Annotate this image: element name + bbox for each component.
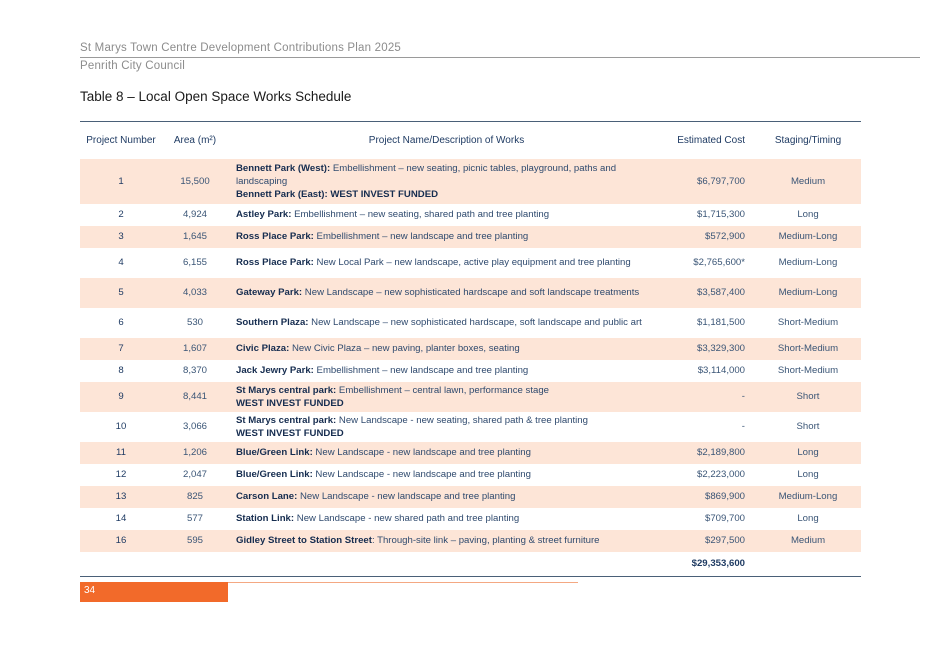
project-description	[228, 226, 665, 248]
estimated-cost: $1,715,300	[696, 209, 745, 220]
estimated-cost: $572,900	[665, 226, 755, 248]
table-row	[80, 464, 861, 486]
project-name: Blue/Green Link:	[236, 447, 313, 458]
project-description	[228, 338, 665, 360]
project-description	[228, 530, 665, 552]
works-description: New Local Park – new landscape, active play equipment and tree planting	[313, 257, 631, 268]
area-value: 1,607	[162, 338, 228, 360]
area-value: 4,924	[182, 209, 207, 220]
funding-note: Bennett Park (East): WEST INVEST FUNDED	[236, 188, 439, 200]
table-header-row	[80, 122, 861, 159]
area-value: 1,645	[162, 226, 228, 248]
staging-timing: Medium-Long	[778, 257, 838, 268]
area-value: 3,066	[182, 421, 207, 432]
table-row	[80, 412, 861, 442]
estimated-cost: $297,500	[665, 530, 755, 552]
staging-timing: Medium	[755, 159, 861, 204]
works-description: Embellishment – new landscape and tree planting	[313, 231, 529, 242]
col-header-area: Area (m²)	[162, 122, 228, 159]
project-description	[228, 412, 665, 442]
estimated-cost: $3,587,400	[665, 278, 755, 308]
table-row	[80, 382, 861, 412]
estimated-cost: $2,765,600*	[693, 257, 745, 268]
staging-timing: Medium	[755, 530, 861, 552]
works-schedule-table	[80, 121, 861, 577]
table-row	[80, 530, 861, 552]
table-row	[80, 442, 861, 464]
project-name: Station Link:	[236, 513, 295, 524]
project-name: Ross Place Park:	[236, 231, 314, 242]
project-description	[228, 204, 665, 226]
staging-timing: Medium-Long	[755, 226, 861, 248]
project-name: Astley Park:	[236, 209, 292, 220]
header-divider	[80, 57, 920, 58]
staging-timing: Short-Medium	[777, 317, 839, 328]
staging-timing: Short-Medium	[777, 365, 839, 376]
staging-timing: Short	[755, 382, 861, 412]
project-number: 13	[80, 486, 162, 508]
project-description	[228, 308, 665, 338]
page-number: 34	[84, 585, 96, 596]
table-title: Table 8 – Local Open Space Works Schedule	[80, 89, 352, 104]
works-description: Embellishment – central lawn, performance stage	[336, 384, 550, 396]
project-description	[228, 248, 665, 278]
project-name: Bennett Park (West):	[236, 162, 331, 174]
table-row	[80, 159, 861, 204]
works-description: Embellishment – new seating, shared path and tree planting	[291, 209, 550, 220]
project-number: 4	[118, 257, 124, 268]
project-number: 3	[80, 226, 162, 248]
works-description: Embellishment – new seating, picnic tables, playground, paths and landscaping	[236, 162, 617, 187]
table-row	[80, 278, 861, 308]
area-value: 15,500	[162, 159, 228, 204]
project-name: Blue/Green Link:	[236, 469, 313, 480]
table-row	[80, 248, 861, 278]
table-row	[80, 486, 861, 508]
table-row	[80, 360, 861, 382]
col-header-cost: Estimated Cost	[665, 122, 755, 159]
project-description	[228, 278, 665, 308]
col-header-description: Project Name/Description of Works	[228, 122, 665, 159]
estimated-cost: $709,700	[704, 513, 745, 524]
area-value: 1,206	[162, 442, 228, 464]
project-number: 9	[80, 382, 162, 412]
document-title: St Marys Town Centre Development Contributions Plan 2025	[80, 42, 402, 54]
table-row	[80, 226, 861, 248]
staging-timing: Long	[797, 209, 819, 220]
project-description	[228, 508, 665, 530]
works-description: Embellishment – new landscape and tree planting	[313, 365, 529, 376]
col-header-project-number: Project Number	[80, 122, 162, 159]
project-number: 6	[118, 317, 124, 328]
project-description	[228, 442, 665, 464]
project-description	[228, 360, 665, 382]
council-name: Penrith City Council	[80, 60, 185, 72]
project-number: 5	[80, 278, 162, 308]
works-description: New Landscape - new landscape and tree planting	[297, 491, 516, 502]
estimated-cost: $1,181,500	[696, 317, 745, 328]
project-name: Ross Place Park:	[236, 257, 314, 268]
estimated-cost: $3,329,300	[665, 338, 755, 360]
funding-note: WEST INVEST FUNDED	[236, 397, 344, 409]
total-row	[80, 552, 861, 577]
staging-timing: Long	[755, 442, 861, 464]
staging-timing: Long	[797, 469, 819, 480]
project-number: 11	[80, 442, 162, 464]
project-name: Civic Plaza:	[236, 343, 290, 354]
project-number: 7	[80, 338, 162, 360]
project-name: Southern Plaza:	[236, 317, 309, 328]
staging-timing: Short	[796, 421, 820, 432]
total-cost: $29,353,600	[665, 552, 755, 577]
staging-timing: Short-Medium	[755, 338, 861, 360]
project-number: 1	[80, 159, 162, 204]
area-value: 8,441	[162, 382, 228, 412]
project-name: St Marys central park:	[236, 384, 337, 396]
project-description	[228, 486, 665, 508]
works-description: New Landscape - new landscape and tree planting	[312, 447, 531, 458]
works-description: New Landscape - new seating, shared path & tree planting	[336, 414, 588, 426]
area-value: 6,155	[182, 257, 207, 268]
project-number: 2	[118, 209, 124, 220]
project-number: 10	[115, 421, 127, 432]
project-number: 16	[80, 530, 162, 552]
footer-divider	[228, 582, 578, 583]
works-description: New Landscape – new sophisticated hardscape and soft landscape treatments	[302, 287, 640, 298]
estimated-cost: $869,900	[665, 486, 755, 508]
estimated-cost: $2,223,000	[696, 469, 745, 480]
project-number: 8	[118, 365, 124, 376]
table-row	[80, 204, 861, 226]
table-row	[80, 308, 861, 338]
project-description	[228, 382, 665, 412]
project-number: 12	[115, 469, 127, 480]
table-row	[80, 338, 861, 360]
works-description: : Through-site link – paving, planting & street furniture	[371, 535, 600, 546]
estimated-cost: -	[741, 421, 745, 432]
estimated-cost: $3,114,000	[697, 365, 745, 376]
works-description: New Landscape - new shared path and tree planting	[294, 513, 520, 524]
funding-note: WEST INVEST FUNDED	[236, 427, 344, 439]
staging-timing: Long	[797, 513, 819, 524]
project-description	[228, 464, 665, 486]
estimated-cost: $2,189,800	[665, 442, 755, 464]
page-number-tab	[80, 582, 228, 602]
project-name: Jack Jewry Park:	[236, 365, 314, 376]
area-value: 4,033	[162, 278, 228, 308]
estimated-cost: -	[665, 382, 755, 412]
project-name: Carson Lane:	[236, 491, 298, 502]
project-description	[228, 159, 665, 204]
works-description: New Landscape - new landscape and tree planting	[312, 469, 531, 480]
table-row	[80, 508, 861, 530]
works-description: New Landscape – new sophisticated hardscape, soft landscape and public art	[308, 317, 642, 328]
estimated-cost: $6,797,700	[665, 159, 755, 204]
area-value: 595	[162, 530, 228, 552]
project-name: St Marys central park:	[236, 414, 337, 426]
staging-timing: Medium-Long	[755, 486, 861, 508]
works-description: New Civic Plaza – new paving, planter boxes, seating	[289, 343, 520, 354]
project-number: 14	[115, 513, 127, 524]
area-value: 825	[162, 486, 228, 508]
area-value: 8,370	[182, 365, 207, 376]
project-name: Gidley Street to Station Street	[236, 535, 372, 546]
staging-timing: Medium-Long	[755, 278, 861, 308]
area-value: 530	[186, 317, 203, 328]
col-header-staging: Staging/Timing	[755, 122, 861, 159]
area-value: 577	[186, 513, 203, 524]
project-name: Gateway Park:	[236, 287, 303, 298]
area-value: 2,047	[182, 469, 207, 480]
